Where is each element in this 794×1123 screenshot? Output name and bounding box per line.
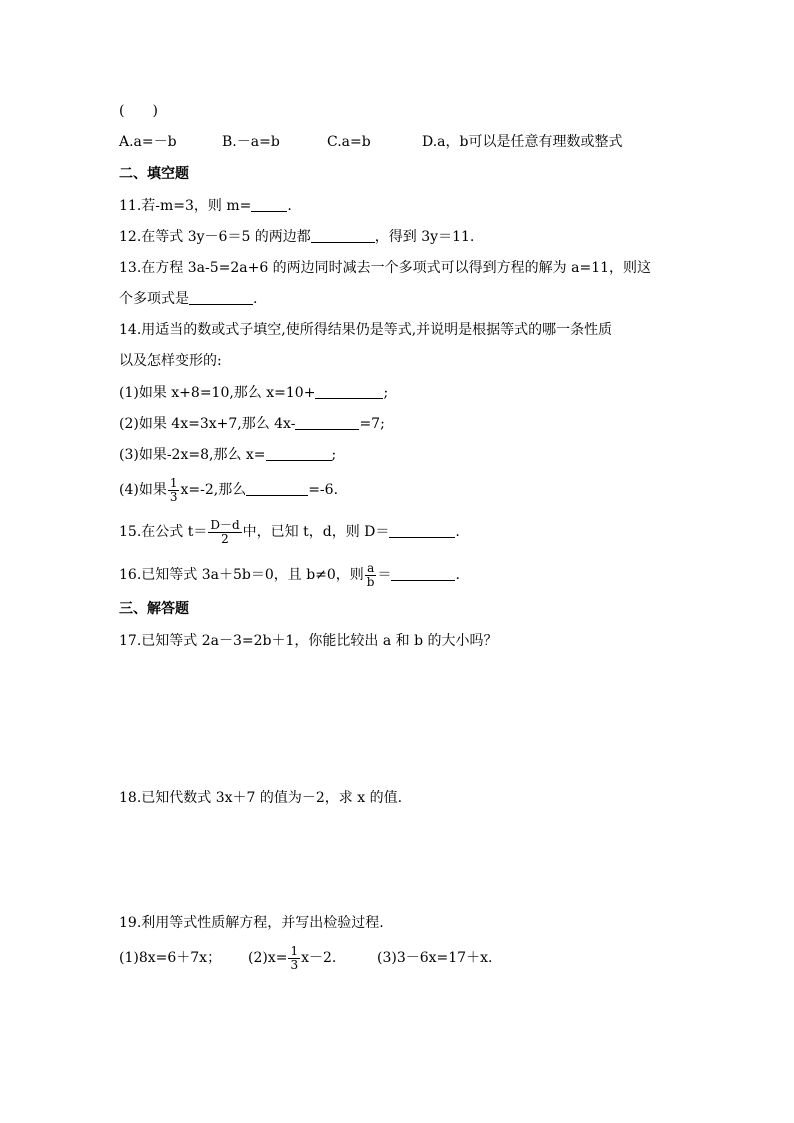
question-19-part3: (3)3－6x=17＋x.	[377, 950, 493, 966]
question-19-part2: (2)x= $\frac{1}{3}$ x－2.	[248, 943, 337, 972]
question-14-line1: 14.用适当的数或式子填空,使所得结果仍是等式,并说明是根据等式的哪一条性质	[119, 322, 613, 338]
answer-blank	[315, 384, 383, 399]
answer-blank	[189, 290, 253, 305]
question-18: 18.已知代数式 3x＋7 的值为－2，求 x 的值.	[119, 790, 403, 806]
fraction: $\frac{1}{3}$	[169, 475, 178, 504]
q10-option-c: C.a=b	[327, 134, 371, 150]
question-13-line2: 个多项式是 .	[119, 291, 258, 307]
question-14-part1: (1)如果 x+8=10,那么 x=10+ ;	[119, 385, 389, 401]
question-14-line2: 以及怎样变形的:	[119, 353, 222, 369]
answer-blank	[251, 197, 287, 212]
answer-blank	[295, 415, 359, 430]
answer-blank	[311, 228, 375, 243]
question-14-part3: (3)如果-2x=8,那么 x= ;	[119, 447, 337, 463]
answer-blank	[389, 523, 455, 538]
answer-blank	[246, 481, 308, 496]
q10-paren: ( )	[119, 103, 158, 119]
answer-blank	[391, 566, 455, 581]
section-fill-blank-title: 二、填空题	[119, 166, 189, 182]
question-14-part2: (2)如果 4x=3x+7,那么 4x- =7;	[119, 416, 385, 432]
question-16: 16.已知等式 3a＋5b＝0，且 b≠0，则 $\frac{a}{b}$ ＝ .	[119, 560, 460, 589]
question-19: 19.利用等式性质解方程，并写出检验过程.	[119, 915, 384, 931]
question-15: 15.在公式 t＝ $\frac{D-d}{2}$ 中，已知 t，d，则 D＝ .	[119, 517, 460, 546]
q10-option-b: B.－a=b	[222, 134, 280, 150]
fraction: $\frac{1}{3}$	[290, 943, 299, 972]
question-12: 12.在等式 3y－6＝5 的两边都 ，得到 3y＝11.	[119, 229, 475, 245]
fraction: $\frac{D-d}{2}$	[210, 517, 240, 546]
question-13-line1: 13.在方程 3a-5=2a+6 的两边同时减去一个多项式可以得到方程的解为 a=11，则这	[119, 260, 652, 276]
answer-blank	[266, 446, 332, 461]
q10-option-a: A.a=－b	[119, 134, 177, 150]
question-17: 17.已知等式 2a－3=2b＋1，你能比较出 a 和 b 的大小吗？	[119, 633, 498, 649]
section-answer-title: 三、解答题	[119, 601, 189, 617]
question-14-part4: (4)如果 $\frac{1}{3}$ x=-2,那么 =-6.	[119, 475, 339, 504]
q10-option-d: D.a，b可以是任意有理数或整式	[422, 134, 623, 150]
question-19-part1: (1)8x=6＋7x；	[119, 950, 222, 966]
question-11: 11.若-m=3，则 m= .	[119, 198, 292, 214]
fraction: $\frac{a}{b}$	[366, 560, 375, 589]
